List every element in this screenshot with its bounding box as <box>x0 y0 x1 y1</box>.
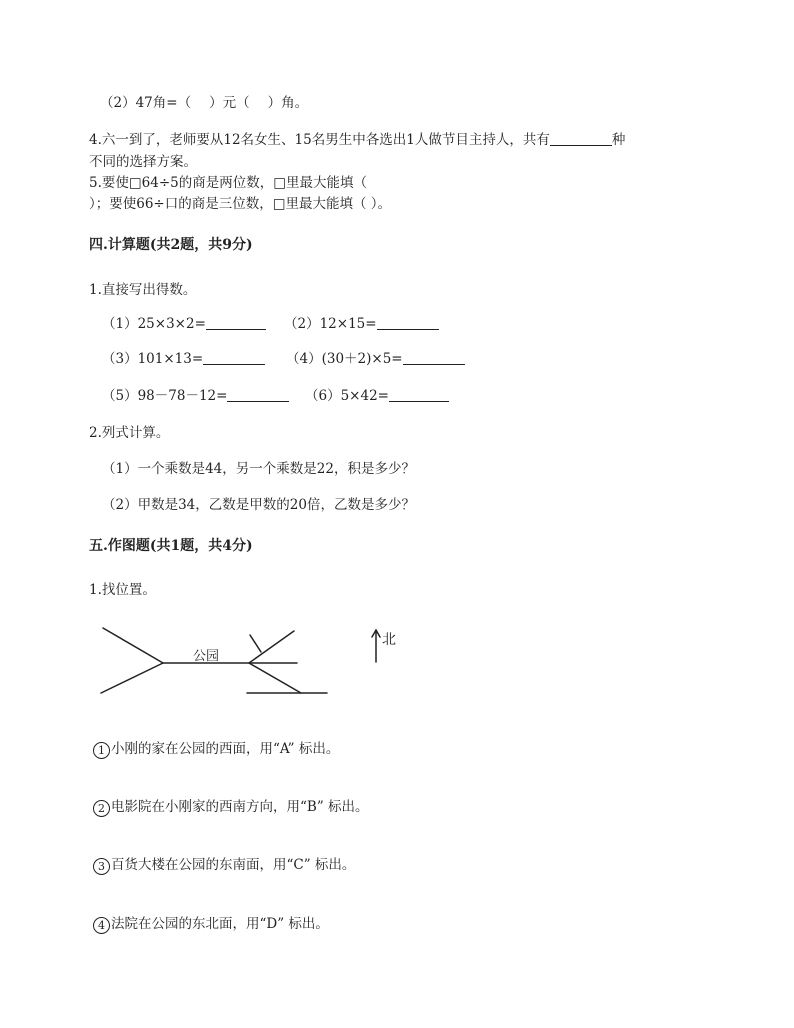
item-expression: 5×42= <box>340 388 389 404</box>
drawing-step <box>93 915 329 934</box>
drawing-step <box>93 740 339 759</box>
item-label: （3） <box>102 351 138 367</box>
item-label: （2） <box>284 316 320 332</box>
answer-blank[interactable] <box>550 132 612 146</box>
calc-item <box>284 315 439 333</box>
item-label: （2） <box>100 95 136 111</box>
calc-item <box>305 387 449 405</box>
question-title: 1.找位置。 <box>89 582 156 598</box>
drawing-step <box>93 798 369 817</box>
item-label: （1） <box>102 316 138 332</box>
item-label: （6） <box>305 388 341 404</box>
answer-blank[interactable] <box>206 316 266 330</box>
north-label: 北 <box>382 632 396 648</box>
item-label: （1） <box>102 461 138 477</box>
unit-jiao: ）角。 <box>267 95 309 111</box>
step-text: 百货大楼在公园的东南面，用“C” 标出。 <box>111 857 356 873</box>
calc-item <box>102 350 265 368</box>
item-label: （5） <box>102 388 138 404</box>
calc-item <box>102 315 266 333</box>
question-title: 2.列式计算。 <box>89 425 170 441</box>
road-line <box>250 635 261 652</box>
street-map <box>95 620 415 710</box>
paren-open: （ <box>177 95 192 111</box>
question-5-line1: 5.要使□64÷5的商是两位数，□里最大能填（ <box>89 175 367 191</box>
word-problem <box>102 496 415 514</box>
step-number: 3 <box>93 858 110 875</box>
step-number: 4 <box>93 917 110 934</box>
answer-blank[interactable] <box>403 351 465 365</box>
answer-blank[interactable] <box>377 316 439 330</box>
step-number: 1 <box>93 742 110 759</box>
step-number: 2 <box>93 800 110 817</box>
question-title: 1.直接写出得数。 <box>89 282 197 298</box>
item-expression: 98－78－12= <box>137 388 228 404</box>
road-line <box>249 663 301 693</box>
question-text: 4.六一到了，老师要从12名女生、15名男生中各选出1人做节目主持人，共有 <box>89 132 550 148</box>
answer-blank[interactable] <box>227 388 289 402</box>
question-4-line2: 不同的选择方案。 <box>89 154 197 170</box>
park-label: 公园 <box>193 649 220 664</box>
step-text: 电影院在小刚家的西南方向，用“B” 标出。 <box>111 799 369 815</box>
item-label: （4） <box>286 351 322 367</box>
item-text: 甲数是34，乙数是甲数的20倍，乙数是多少？ <box>137 497 415 513</box>
word-problem <box>102 460 415 478</box>
item-text: 一个乘数是44，另一个乘数是22，积是多少？ <box>137 461 415 477</box>
unit-yuan: ）元（ <box>209 95 250 111</box>
item-expression: 12×15= <box>319 316 377 332</box>
question-3-2 <box>100 94 308 112</box>
item-expression: (30＋2)×5= <box>321 351 403 367</box>
item-expression: 101×13= <box>137 351 204 367</box>
question-4-line1 <box>89 131 625 149</box>
item-expression: 25×3×2= <box>137 316 206 332</box>
question-5-line2: ）；要使66÷口的商是三位数，□里最大能填（ ）。 <box>89 196 392 212</box>
step-text: 法院在公园的东北面，用“D” 标出。 <box>111 916 329 932</box>
item-expression: 47角= <box>135 95 178 111</box>
answer-blank[interactable] <box>389 388 449 402</box>
question-text-tail: 种 <box>611 132 626 148</box>
road-line <box>249 631 294 663</box>
road-line <box>103 628 163 663</box>
section-heading-drawing: 五.作图题(共1题，共4分) <box>89 538 253 554</box>
calc-item <box>102 387 289 405</box>
step-text: 小刚的家在公园的西面，用“A” 标出。 <box>111 741 340 757</box>
road-line <box>101 663 163 693</box>
section-heading-calculation: 四.计算题(共2题，共9分) <box>89 237 253 253</box>
drawing-step <box>93 856 355 875</box>
item-label: （2） <box>102 497 138 513</box>
calc-item <box>286 350 465 368</box>
answer-blank[interactable] <box>203 351 265 365</box>
